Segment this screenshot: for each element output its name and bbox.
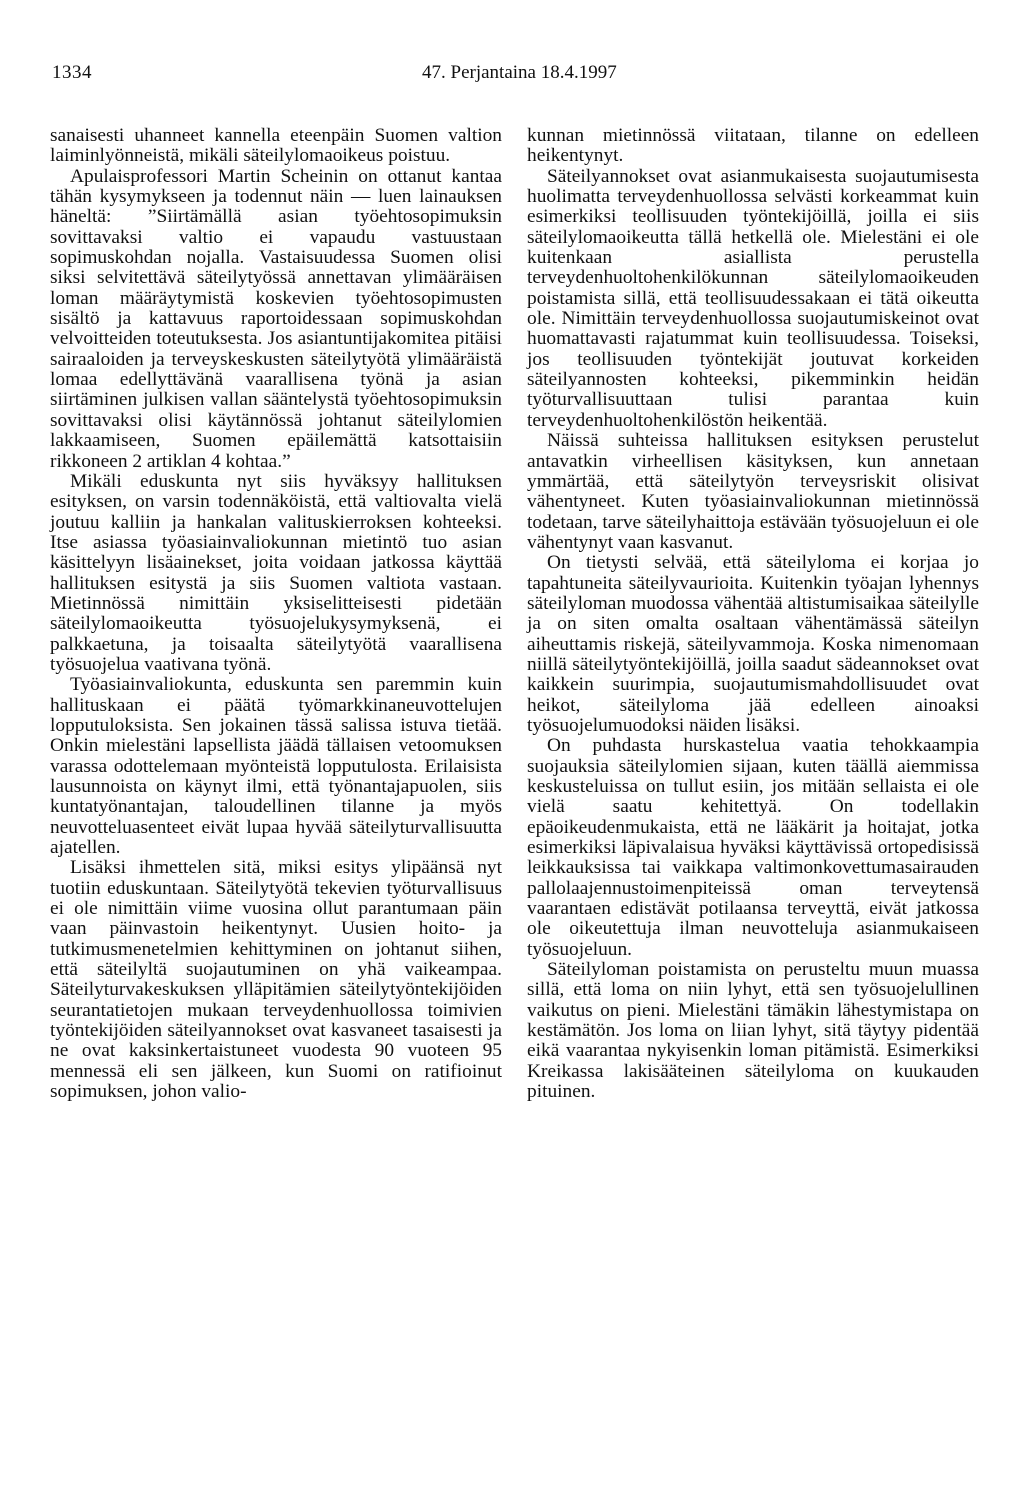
paragraph: kunnan mietinnössä viitataan, tilanne on edelleen heikentynyt. bbox=[527, 125, 979, 167]
paragraph: On tietysti selvää, että säteilyloma ei korjaa jo tapahtuneita säteilyvaurioita. Kuitenkin työajan lyhennys säteilyloman muodossa vähentää altistumisaikaa säteilylle ja on siten omalta osaltaan vähentämässä säteilyn aiheuttamis riskejä, säteilyvammoja. Koska nimenomaan niillä säteilytyöntekijöillä, joilla saadut sädeannokset ovat kaikkein suurimpia, suojautumismahdollisuudet ovat heikot, säteilyloma jää edelleen ainoaksi työsuojelumuodoksi näiden lisäksi. bbox=[527, 552, 979, 736]
paragraph: Lisäksi ihmettelen sitä, miksi esitys ylipäänsä nyt tuotiin eduskuntaan. Säteilytyötä tekevien työturvallisuus ei ole nimittäin viime vuosina ollut parantumaan päin vaan päinvastoin heikentynyt. Uusien hoito- ja tutkimusmenetelmien kehittyminen on johtanut siihen, että säteilyltä suojautuminen on yhä vaikeampaa. Säteilyturvakeskuksen ylläpitämien säteilytyöntekijöiden seurantatietojen mukaan terveydenhuollossa toimivien työntekijöiden säteilyannokset ovat kasvaneet tasaisesti ja ne ovat kaksinkertaistuneet vuodesta 90 vuoteen 95 mennessä eli sen jälkeen, kun Suomi on ratifioinut sopimuksen, johon valio- bbox=[50, 857, 502, 1103]
paragraph: sanaisesti uhanneet kannella eteenpäin Suomen valtion laiminlyönneistä, mikäli säteilylomaoikeus poistuu. bbox=[50, 125, 502, 167]
paragraph: Säteilyannokset ovat asianmukaisesta suojautumisesta huolimatta terveydenhuollossa selvästi korkeammat kuin esimerkiksi teollisuuden työntekijöillä, joilla ei siis säteilylomaoikeutta tällä hetkellä ole. Mielestäni ei ole kuitenkaan asiallista perustella terveydenhuoltohenkilökunnan säteilylomaoikeuden poistamista sillä, että teollisuudessakaan ei tätä oikeutta ole. Nimittäin terveydenhuollossa suojautumiskeinot ovat huomattavasti rajatummat kuin teollisuudessa. Toiseksi, jos teollisuuden työntekijät joutuvat korkeiden säteilyannosten kohteeksi, pikemminkin heidän työturvallisuuttaan tulisi parantaa kuin terveydenhuoltohenkilöstön heikentää. bbox=[527, 165, 979, 431]
paragraph: Näissä suhteissa hallituksen esityksen perustelut antavatkin virheellisen käsityksen, kun annetaan ymmärtää, että säteilytyön terveysriskit olisivat vähentyneet. Kuten työasiainvaliokunnan mietinnössä todetaan, tarve säteilyhaittoja estävään työsuojeluun ei ole vähentynyt vaan kasvanut. bbox=[527, 430, 979, 553]
paragraph: Säteilyloman poistamista on perusteltu muun muassa sillä, että loma on niin lyhyt, että sen työsuojelullinen vaikutus on pieni. Mielestäni tämäkin lähestymistapa on kestämätön. Jos loma on liian lyhyt, sitä täytyy pidentää eikä vaarantaa nykyisenkin loman pitämistä. Esimerkiksi Kreikassa lakisääteinen säteilyloma on kuukauden pituinen. bbox=[527, 959, 979, 1103]
paragraph: Mikäli eduskunta nyt siis hyväksyy hallituksen esityksen, on varsin todennäköistä, että valtiovalta vielä joutuu kalliin ja hankalan valituskierroksen kohteeksi. Itse asiassa työasiainvaliokunnan mietintö tuo asian käsittelyyn lisäainekset, joita voidaan jatkossa käyttää hallituksen esitystä ja siis Suomen valtiota vastaan. Mietinnössä nimittäin yksiselitteisesti pidetään säteilylomaoikeutta työsuojelukysymyksenä, ei palkkaetuna, ja toisaalta säteilytyötä vaarallisena työsuojelua vaativana työnä. bbox=[50, 470, 502, 675]
paragraph: On puhdasta hurskastelua vaatia tehokkaampia suojauksia säteilylomien sijaan, kuten täällä aiemmissa keskusteluissa on tullut esiin, jos mitään sellaista ei ole vielä saatu kehitettyä. On todellakin epäoikeudenmukaista, että ne lääkärit ja hoitajat, jotka esimerkiksi läpivalaisua hyväksi käyttävissä ortopedisissä leikkauksissa tai vaikkapa valtimonkovettumasairauden pallolaajennustoimenpiteissä oman terveytensä vaarantaen edistävät potilaansa terveyttä, eivät jatkossa ole oikeutettuja ilman neuvotteluja asianmukaiseen työsuojeluun. bbox=[527, 735, 979, 960]
paragraph: Työasiainvaliokunta, eduskunta sen paremmin kuin hallituskaan ei päätä työmarkkinaneuvottelujen lopputuloksista. Sen jokainen tässä salissa istuva tietää. Onkin mielestäni lapsellista jäädä tällaisen vetoomuksen varassa odottelemaan myönteistä lopputulosta. Erilaisista lausunnoista on käynyt ilmi, että työnantajapuolen, siis kuntatyönantajan, taloudellinen tilanne ja myös neuvotteluasenteet eivät lupaa hyvää säteilyturvallisuutta ajatellen. bbox=[50, 674, 502, 859]
page-number: 1334 bbox=[52, 62, 92, 83]
page-header bbox=[0, 62, 1024, 92]
paragraph: Apulaisprofessori Martin Scheinin on ottanut kantaa tähän kysymykseen ja todennut näin — luen lainauksen häneltä: ”Siirtämällä asian työehtosopimuksin sovittavaksi valtio ei vapaudu vastuustaan sopimuskohdan nojalla. Vastaisuudessa Suomen olisi siksi selvitettävä säteilytyössä annettavan ylimääräisen loman määräytymistä koskevien työehtosopimusten sisältö ja kattavuus raportoidessaan sopimuskohdan velvoitteiden toteutuksesta. Jos asiantuntijakomitea pitäisi sairaaloiden ja terveyskeskusten säteilytyötä ylimääräistä lomaa edellyttävänä vaarallisena työnä ja asian siirtäminen julkisen vallan sääntelystä työehtosopimuksin sovittavaksi olisi käytännössä johtanut säteilylomien lakkaamiseen, Suomen epäilemättä katsottaisiin rikkoneen 2 artiklan 4 kohtaa.” bbox=[50, 165, 502, 472]
left-column bbox=[50, 126, 502, 1103]
right-column bbox=[527, 126, 979, 1103]
running-title: 47. Perjantaina 18.4.1997 bbox=[422, 62, 617, 83]
